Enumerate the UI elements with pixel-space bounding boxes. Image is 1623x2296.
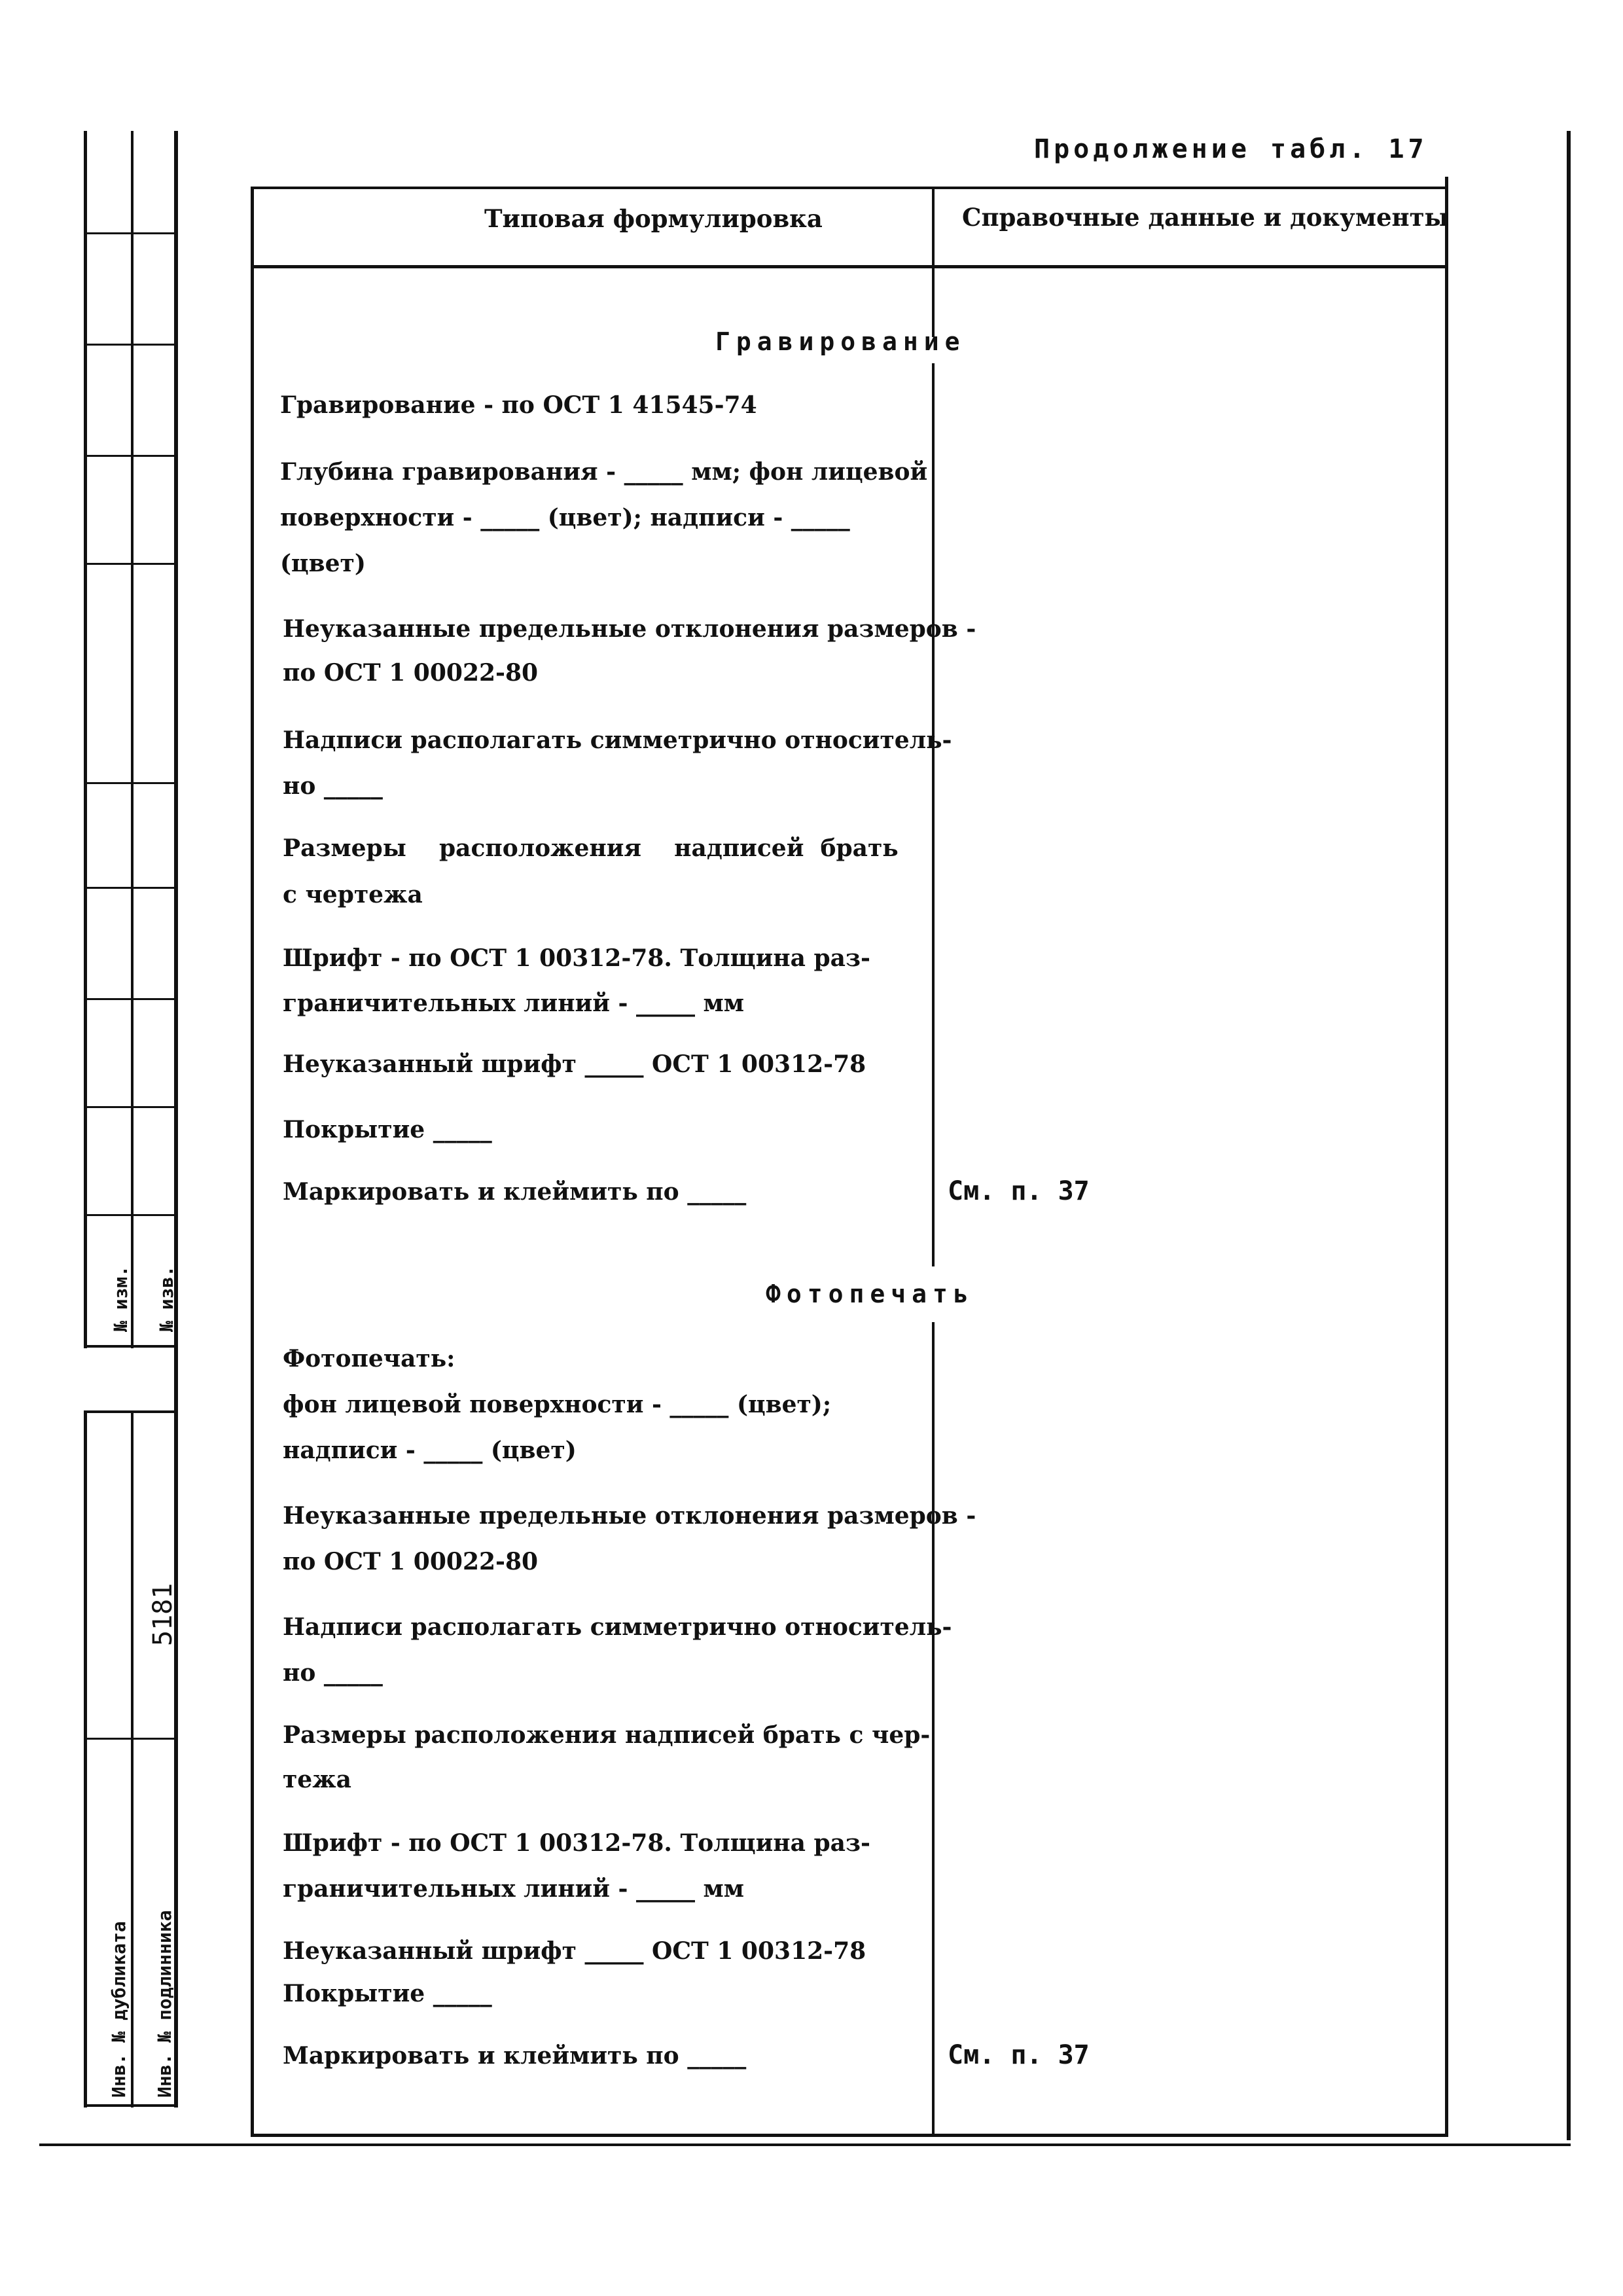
- section-title-engraving: Гравирование: [715, 327, 966, 356]
- section-title-photoprint: Фотопечать: [766, 1280, 974, 1308]
- table-header-bottom: [251, 265, 1448, 268]
- engraving-line: Надписи располагать симметрично относитель-: [283, 726, 952, 754]
- engraving-line: Гравирование - по ОСТ 1 41545-74: [280, 391, 757, 419]
- table-column-divider: [932, 187, 935, 337]
- table-top-border: [251, 187, 1448, 189]
- photoprint-line: Неуказанный шрифт _____ ОСТ 1 00312-78: [283, 1937, 866, 1965]
- stamp-inv-number: 5181: [148, 1583, 178, 1646]
- photoprint-reference: См. п. 37: [948, 2040, 1090, 2070]
- stamp-separator: [84, 2104, 178, 2107]
- engraving-reference: См. п. 37: [948, 1176, 1090, 1206]
- photoprint-line: но _____: [283, 1659, 383, 1687]
- frame-right-line: [1567, 131, 1571, 2140]
- stamp-separator: [84, 998, 178, 1000]
- stamp-separator: [84, 887, 178, 889]
- photoprint-line: Размеры расположения надписей брать с чер-: [283, 1721, 931, 1749]
- engraving-line: Размеры расположения надписей брать: [283, 834, 899, 862]
- stamp-separator: [84, 1738, 178, 1740]
- stamp-separator: [84, 1410, 178, 1413]
- engraving-line: граничительных линий - _____ мм: [283, 990, 745, 1017]
- frame-left-line-2: [131, 131, 134, 1348]
- engraving-line: Глубина гравирования - _____ мм; фон лицевой: [280, 458, 928, 486]
- photoprint-line: Фотопечать:: [283, 1345, 455, 1372]
- stamp-separator: [84, 232, 178, 234]
- frame-bottom-line: [39, 2144, 1571, 2146]
- stamp-lower-left: [84, 1410, 87, 2108]
- engraving-line: (цвет): [280, 550, 366, 577]
- engraving-line: но _____: [283, 772, 383, 800]
- photoprint-line: Надписи располагать симметрично относитель-: [283, 1613, 952, 1641]
- col1-header: Типовая формулировка: [484, 204, 823, 233]
- table-column-divider: [932, 1322, 935, 2137]
- photoprint-line: тежа: [283, 1766, 351, 1793]
- photoprint-line: Неуказанные предельные отклонения размеров -: [283, 1502, 976, 1530]
- stamp-inv-dubl-label: Инв. № дубликата: [108, 1921, 130, 2098]
- engraving-line: Покрытие _____: [283, 1116, 492, 1143]
- table-bottom-border: [251, 2134, 1448, 2137]
- engraving-line: по ОСТ 1 00022-80: [283, 659, 539, 687]
- stamp-separator: [84, 344, 178, 346]
- photoprint-line: Покрытие _____: [283, 1980, 492, 2007]
- col2-header: Справочные данные и документы: [962, 203, 1449, 232]
- stamp-izm-label: № изм.: [110, 1265, 132, 1332]
- stamp-separator: [84, 1345, 178, 1348]
- engraving-line: поверхности - _____ (цвет); надписи - _____: [280, 504, 850, 531]
- table-left-border: [251, 187, 254, 2137]
- frame-left-line-1: [84, 131, 87, 1348]
- engraving-line: Неуказанные предельные отклонения размеров -: [283, 615, 976, 643]
- continuation-label: Продолжение табл. 17: [1034, 134, 1428, 164]
- photoprint-line: фон лицевой поверхности - _____ (цвет);: [283, 1391, 832, 1418]
- table-right-border: [1445, 177, 1448, 2137]
- stamp-lower-mid: [131, 1410, 134, 2108]
- stamp-izv-label: № изв.: [156, 1265, 177, 1332]
- photoprint-line: граничительных линий - _____ мм: [283, 1875, 745, 1903]
- engraving-line: Маркировать и клеймить по _____: [283, 1178, 747, 1206]
- stamp-separator: [84, 455, 178, 457]
- engraving-line: Шрифт - по ОСТ 1 00312-78. Толщина раз-: [283, 944, 870, 972]
- photoprint-line: по ОСТ 1 00022-80: [283, 1548, 539, 1575]
- stamp-separator: [84, 782, 178, 784]
- engraving-line: Неуказанный шрифт _____ ОСТ 1 00312-78: [283, 1050, 866, 1078]
- frame-left-line-3: [174, 131, 178, 2108]
- engraving-line: с чертежа: [283, 881, 423, 908]
- stamp-separator: [84, 563, 178, 565]
- stamp-separator: [84, 1106, 178, 1108]
- photoprint-line: Маркировать и клеймить по _____: [283, 2042, 747, 2070]
- photoprint-line: надписи - _____ (цвет): [283, 1437, 577, 1464]
- stamp-inv-podl-label: Инв. № подлинника: [154, 1910, 175, 2098]
- photoprint-line: Шрифт - по ОСТ 1 00312-78. Толщина раз-: [283, 1829, 870, 1857]
- stamp-separator: [84, 1214, 178, 1216]
- table-column-divider: [932, 363, 935, 1266]
